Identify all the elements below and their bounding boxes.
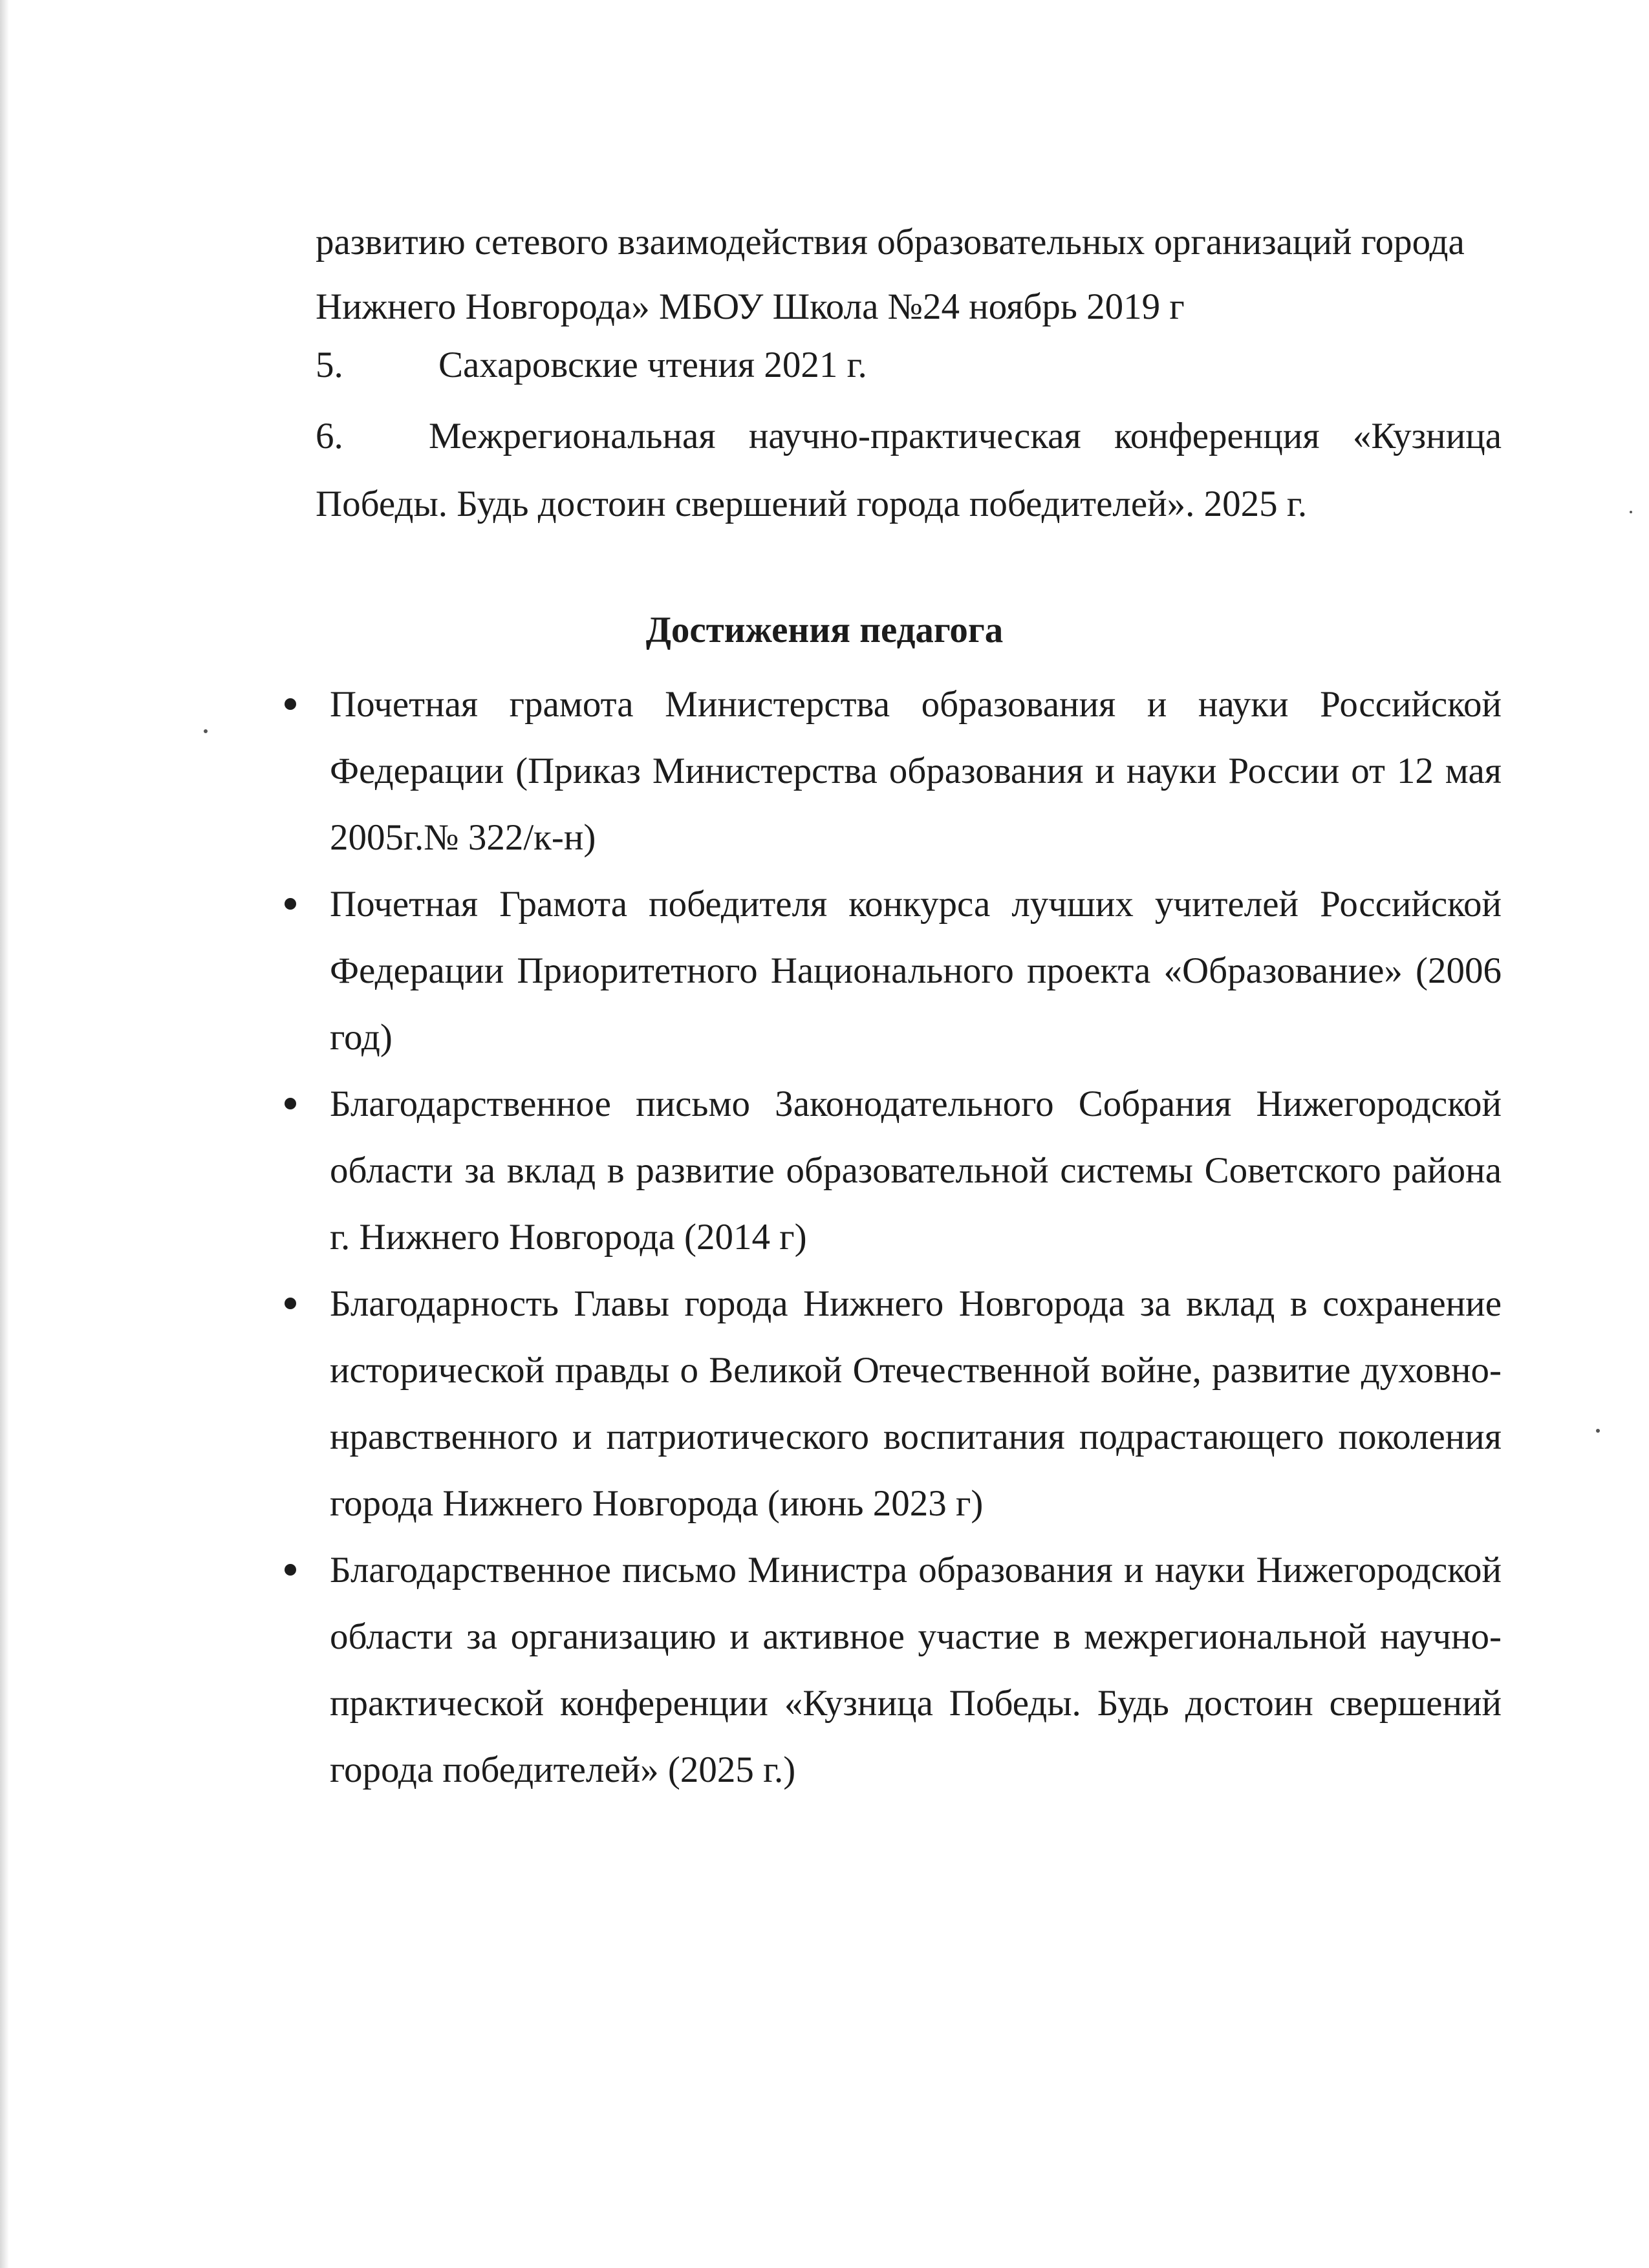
list-item <box>278 1270 1502 1537</box>
bullet-icon <box>285 1564 296 1576</box>
section-title: Достижения педагога <box>645 610 1004 650</box>
bullet-icon <box>285 1098 296 1109</box>
list-item <box>278 671 1502 871</box>
achievement-text: Благодарственное письмо Законодательного Собрания Нижегородской области за вклад в развитие образовательной системы Советского района г. Нижнего Новгорода (2014 г) <box>330 1084 1502 1257</box>
achievement-text: Почетная грамота Министерства образования и науки Российской Федерации (Приказ Министерства образования и науки России от 12 мая 2005г.№ 322/к-н) <box>330 684 1502 858</box>
numbered-item-6-continued <box>316 472 1502 537</box>
list-item <box>278 1071 1502 1270</box>
bullet-icon <box>285 1298 296 1309</box>
continuation-line-2 <box>316 275 1502 339</box>
item-text-line-1: Межрегиональная научно-практическая конференция «Кузница <box>429 416 1502 456</box>
scan-edge-shadow <box>0 0 9 2268</box>
achievement-text: Почетная Грамота победителя конкурса лучших учителей Российской Федерации Приоритетного Национального проекта «Образование» (2006 год) <box>330 884 1502 1058</box>
continuation-text-2: Нижнего Новгорода» МБОУ Школа №24 ноябрь 2019 г <box>316 286 1185 327</box>
scan-speck <box>1630 511 1632 513</box>
continuation-line-1 <box>316 210 1502 275</box>
item-number: 6. <box>316 416 343 456</box>
continuation-text-1: развитию сетевого взаимодействия образовательных организаций города <box>316 222 1465 262</box>
list-item <box>278 1537 1502 1803</box>
scan-speck <box>1596 1429 1600 1433</box>
scan-speck <box>204 729 208 733</box>
list-item <box>278 871 1502 1071</box>
bullet-icon <box>285 698 296 710</box>
item-number: 5. <box>316 345 343 385</box>
item-text: Сахаровские чтения 2021 г. <box>438 345 867 385</box>
achievement-text: Благодарность Главы города Нижнего Новгорода за вклад в сохранение исторической правды о Великой Отечественной войне, развитие духовно-нравственного и патриотического воспитания подрастающего поколения города Нижнего Новгорода (июнь 2023 г) <box>330 1283 1502 1524</box>
achievements-list <box>278 671 1502 1803</box>
item-text-line-2: Победы. Будь достоин свершений города победителей». 2025 г. <box>316 484 1308 524</box>
bullet-icon <box>285 898 296 910</box>
achievement-text: Благодарственное письмо Министра образования и науки Нижегородской области за организацию и активное участие в межрегиональной научно-практической конференции «Кузница Победы. Будь достоин свершений города победителей» (2025 г.) <box>330 1550 1502 1790</box>
